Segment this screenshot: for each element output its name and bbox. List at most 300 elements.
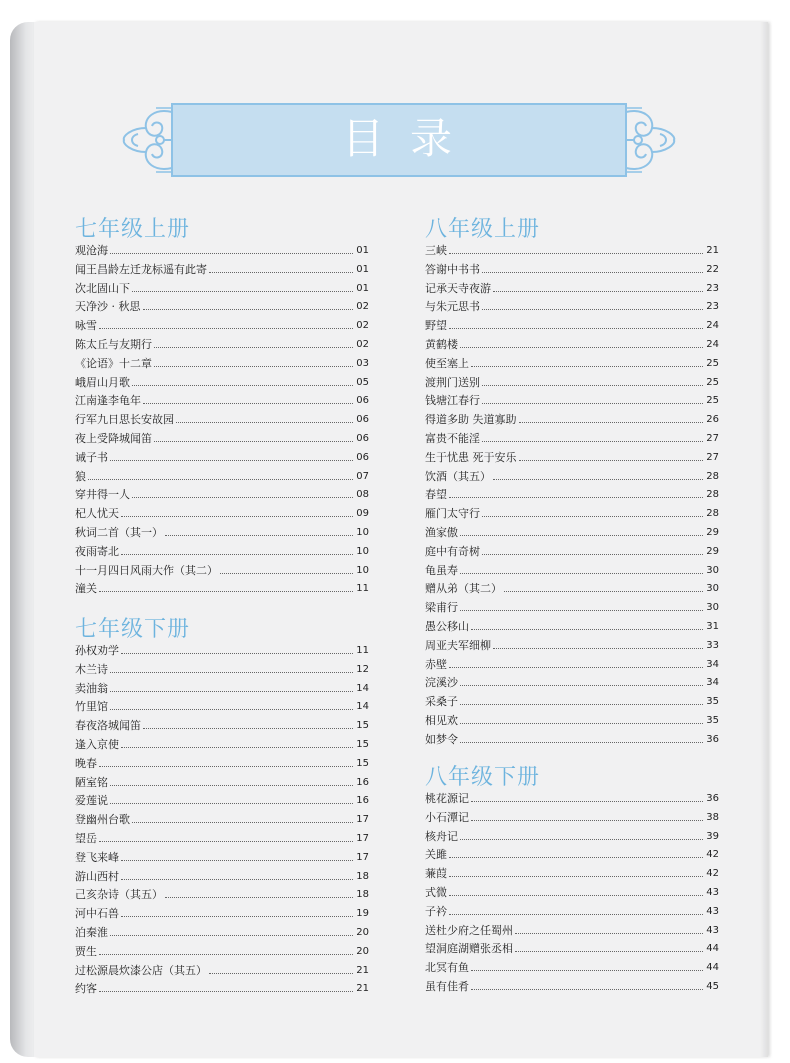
entry-page-number: 05 [356, 376, 369, 388]
dot-leader [220, 573, 353, 574]
toc-entry[interactable] [75, 923, 369, 942]
toc-entry[interactable] [425, 789, 719, 808]
entry-title: 小石潭记 [425, 810, 469, 824]
entry-page-number: 17 [356, 814, 369, 826]
entry-page-number: 10 [356, 527, 369, 538]
entry-title: 得道多助 失道寡助 [425, 413, 517, 427]
toc-entry[interactable] [75, 410, 369, 429]
dot-leader [482, 441, 703, 442]
toc-entry[interactable] [75, 429, 369, 448]
dot-leader [99, 328, 353, 329]
entry-title: 桃花源记 [425, 792, 469, 805]
entry-title: 爱莲说 [75, 794, 108, 808]
toc-entry[interactable] [425, 655, 719, 674]
dot-leader [493, 291, 703, 292]
dot-leader [165, 897, 353, 898]
toc-entry[interactable] [75, 297, 369, 316]
entry-title: 如梦令 [425, 732, 458, 746]
entry-title: 龟虽寿 [425, 563, 458, 577]
entry-page-number: 18 [356, 889, 369, 901]
toc-entry[interactable] [425, 485, 719, 504]
dot-leader [165, 535, 353, 536]
dot-leader [143, 309, 354, 310]
dot-leader [482, 403, 703, 404]
entry-title: 天净沙 · 秋思 [75, 300, 141, 314]
toc-entry[interactable] [75, 885, 369, 904]
entry-title: 夜雨寄北 [75, 544, 119, 558]
entry-title: 梁甫行 [425, 601, 458, 615]
entry-title: 晚春 [75, 756, 97, 770]
entry-page-number: 25 [706, 357, 719, 369]
entry-title: 周亚夫军细柳 [425, 638, 491, 652]
entry-page-number: 19 [356, 908, 369, 920]
entry-title: 泊秦淮 [75, 926, 108, 939]
dot-leader [132, 822, 353, 823]
entry-page-number: 11 [356, 583, 369, 595]
dot-leader [449, 895, 703, 896]
entry-title: 野望 [425, 319, 447, 333]
toc-entry[interactable] [425, 561, 719, 580]
entry-page-number: 25 [706, 395, 719, 407]
toc-entry[interactable] [425, 373, 719, 392]
dot-leader [471, 989, 703, 990]
entry-page-number: 11 [356, 645, 369, 656]
toc-entry[interactable] [425, 958, 719, 977]
entry-page-number: 01 [356, 282, 369, 294]
entry-page-number: 17 [356, 851, 369, 863]
entry-title: 次北固山下 [75, 281, 130, 295]
toc-entry[interactable] [75, 391, 369, 410]
dot-leader [460, 723, 703, 724]
dot-leader [460, 573, 703, 574]
toc-entry[interactable] [425, 542, 719, 561]
toc-entry[interactable] [425, 939, 719, 958]
entry-title: 穿井得一人 [75, 488, 130, 502]
entry-page-number: 42 [706, 868, 719, 880]
dot-leader [482, 554, 703, 555]
entry-page-number: 26 [706, 414, 719, 426]
entry-title: 渔家傲 [425, 526, 458, 539]
toc-entry[interactable] [425, 467, 719, 486]
entry-page-number: 30 [706, 583, 719, 595]
dot-leader [493, 648, 703, 649]
entry-title: 诫子书 [75, 450, 108, 464]
entry-page-number: 24 [706, 339, 719, 350]
entry-title: 富贵不能淫 [425, 432, 480, 445]
dot-leader [482, 516, 703, 517]
dot-leader [121, 860, 353, 861]
entry-title: 赠从弟（其二） [425, 582, 502, 596]
entry-page-number: 29 [706, 527, 719, 538]
entry-page-number: 39 [706, 830, 719, 842]
dot-leader [471, 801, 703, 802]
toc-entry[interactable] [425, 977, 719, 996]
toc-entry[interactable] [75, 579, 369, 598]
toc-entry[interactable] [75, 848, 369, 867]
dot-leader [121, 554, 353, 555]
dot-leader [471, 970, 703, 971]
dot-leader [515, 951, 703, 952]
dot-leader [110, 785, 353, 786]
entry-title: 河中石兽 [75, 907, 119, 921]
dot-leader [504, 591, 703, 592]
toc-entry[interactable] [425, 260, 719, 279]
entry-page-number: 43 [706, 887, 719, 898]
toc-entry[interactable] [75, 942, 369, 961]
entry-page-number: 35 [706, 715, 719, 726]
toc-entry[interactable] [75, 716, 369, 735]
entry-page-number: 22 [706, 263, 719, 275]
toc-entry[interactable] [425, 241, 719, 260]
entry-title: 己亥杂诗（其五） [75, 888, 163, 902]
dot-leader [110, 691, 353, 692]
section-heading: 八年级下册 [425, 765, 541, 790]
dot-leader [493, 479, 703, 480]
toc-entry[interactable] [75, 260, 369, 279]
entry-title: 登飞来峰 [75, 850, 119, 864]
dot-leader [110, 672, 353, 673]
dot-leader [154, 366, 353, 367]
entry-title: 峨眉山月歌 [75, 375, 130, 389]
toc-entry[interactable] [75, 773, 369, 792]
entry-page-number: 24 [706, 320, 719, 332]
toc-entry[interactable] [75, 735, 369, 754]
entry-page-number: 14 [356, 701, 369, 713]
toc-entry[interactable] [75, 791, 369, 810]
entry-page-number: 43 [706, 924, 719, 936]
entry-page-number: 10 [356, 564, 369, 576]
toc-entry[interactable] [75, 561, 369, 580]
entry-title: 约客 [75, 982, 97, 996]
toc-entry[interactable] [425, 316, 719, 335]
toc-entry[interactable] [75, 697, 369, 716]
toc-entry[interactable] [425, 883, 719, 902]
entry-title: 愚公移山 [425, 620, 469, 633]
dot-leader [460, 685, 703, 686]
toc-entry[interactable] [75, 810, 369, 829]
dot-leader [460, 347, 703, 348]
dot-leader [154, 441, 353, 442]
entry-title: 江南逢李龟年 [75, 394, 141, 408]
entry-page-number: 30 [706, 564, 719, 576]
toc-entry[interactable] [425, 335, 719, 354]
entry-title: 杞人忧天 [75, 507, 119, 521]
entry-title: 望洞庭湖赠张丞相 [425, 942, 513, 956]
dot-leader [471, 820, 703, 821]
toc-entry[interactable] [425, 391, 719, 410]
entry-page-number: 43 [706, 905, 719, 917]
dot-leader [209, 973, 353, 974]
entry-page-number: 20 [356, 945, 369, 957]
toc-entry[interactable] [425, 410, 719, 429]
entry-page-number: 03 [356, 357, 369, 369]
toc-entry[interactable] [75, 679, 369, 698]
dot-leader [460, 839, 703, 840]
dot-leader [110, 803, 353, 804]
entry-title: 登幽州台歌 [75, 813, 130, 827]
dot-leader [121, 747, 353, 748]
dot-leader [121, 653, 353, 654]
dot-leader [209, 272, 353, 273]
entry-page-number: 38 [706, 811, 719, 823]
entry-page-number: 28 [706, 489, 719, 501]
entry-page-number: 35 [706, 696, 719, 708]
toc-entry[interactable] [75, 485, 369, 504]
section-heading: 七年级上册 [75, 217, 191, 242]
dot-leader [143, 403, 353, 404]
entry-page-number: 02 [356, 301, 369, 313]
entry-title: 钱塘江春行 [425, 394, 480, 408]
entry-title: 饮酒（其五） [425, 469, 491, 483]
entry-page-number: 45 [706, 981, 719, 992]
entry-page-number: 33 [706, 639, 719, 651]
dot-leader [88, 479, 353, 480]
toc-entry[interactable] [75, 523, 369, 542]
entry-title: 三峡 [425, 244, 447, 257]
entry-page-number: 17 [356, 833, 369, 844]
entry-page-number: 12 [356, 663, 369, 675]
toc-entry[interactable] [75, 829, 369, 848]
dot-leader [99, 841, 353, 842]
toc-entry[interactable] [425, 504, 719, 523]
entry-page-number: 07 [356, 470, 369, 482]
entry-title: 采桑子 [425, 695, 458, 709]
toc-entry[interactable] [425, 827, 719, 846]
entry-title: 子衿 [425, 904, 447, 918]
toc-entry[interactable] [75, 354, 369, 373]
entry-title: 十一月四日风雨大作（其二） [75, 563, 218, 577]
entry-page-number: 06 [356, 433, 369, 444]
toc-entry[interactable] [425, 845, 719, 864]
toc-entry[interactable] [425, 864, 719, 883]
dot-leader [121, 879, 353, 880]
toc-entry[interactable] [75, 542, 369, 561]
dot-leader [99, 766, 353, 767]
entry-page-number: 21 [356, 964, 369, 976]
entry-title: 陋室铭 [75, 775, 108, 789]
entry-title: 送杜少府之任蜀州 [425, 923, 513, 937]
toc-entry[interactable] [425, 279, 719, 298]
entry-title: 关雎 [425, 848, 447, 862]
entry-title: 逢入京使 [75, 738, 119, 751]
dot-leader [460, 610, 703, 611]
entry-title: 庭中有奇树 [425, 544, 480, 558]
toc-entry[interactable] [425, 429, 719, 448]
entry-title: 贾生 [75, 944, 97, 958]
entry-page-number: 23 [706, 282, 719, 294]
toc-entry[interactable] [425, 354, 719, 373]
dot-leader [132, 291, 353, 292]
toc-entry[interactable] [75, 867, 369, 886]
toc-entry[interactable] [425, 523, 719, 542]
dot-leader [449, 876, 703, 877]
dot-leader [449, 914, 703, 915]
entry-page-number: 36 [706, 733, 719, 745]
toc-entry[interactable] [75, 316, 369, 335]
entry-title: 浣溪沙 [425, 676, 458, 690]
entry-title: 夜上受降城闻笛 [75, 432, 152, 445]
dot-leader [482, 309, 703, 310]
page-title: 目录 [341, 114, 478, 163]
entry-page-number: 06 [356, 451, 369, 463]
dot-leader [471, 629, 703, 630]
entry-title: 观沧海 [75, 244, 108, 257]
toc-entry[interactable] [425, 579, 719, 598]
entry-title: 雁门太守行 [425, 507, 480, 521]
dot-leader [449, 328, 703, 329]
dot-leader [110, 460, 353, 461]
dot-leader [176, 422, 353, 423]
toc-entry[interactable] [425, 297, 719, 316]
toc-entry[interactable] [425, 636, 719, 655]
entry-title: 蒹葭 [425, 867, 447, 881]
dot-leader [99, 991, 353, 992]
dot-leader [132, 385, 353, 386]
dot-leader [449, 497, 703, 498]
entry-page-number: 14 [356, 682, 369, 694]
dot-leader [110, 253, 353, 254]
entry-page-number: 44 [706, 943, 719, 955]
dot-leader [482, 385, 703, 386]
toc-entry[interactable] [75, 448, 369, 467]
entry-title: 望岳 [75, 832, 97, 845]
entry-page-number: 44 [706, 962, 719, 974]
toc-entry[interactable] [425, 711, 719, 730]
dot-leader [99, 954, 353, 955]
entry-page-number: 06 [356, 395, 369, 407]
entry-page-number: 16 [356, 776, 369, 788]
dot-leader [99, 591, 353, 592]
dot-leader [143, 728, 353, 729]
toc-entry[interactable] [425, 921, 719, 940]
toc-entry[interactable] [425, 730, 719, 749]
entry-title: 春夜洛城闻笛 [75, 719, 141, 733]
toc-entry[interactable] [425, 808, 719, 827]
entry-title: 过松源晨炊漆公店（其五） [75, 963, 207, 977]
entry-page-number: 23 [706, 301, 719, 313]
entry-title: 核舟记 [425, 829, 458, 843]
toc-entry[interactable] [75, 979, 369, 998]
entry-title: 潼关 [75, 582, 97, 596]
entry-title: 式微 [425, 886, 447, 899]
entry-title: 陈太丘与友期行 [75, 338, 152, 351]
entry-page-number: 20 [356, 927, 369, 938]
dot-leader [449, 253, 703, 254]
entry-title: 春望 [425, 488, 447, 502]
entry-title: 与朱元思书 [425, 300, 480, 314]
entry-title: 虽有佳肴 [425, 980, 469, 993]
section-heading: 七年级下册 [75, 617, 191, 642]
entry-page-number: 27 [706, 433, 719, 444]
entry-title: 相见欢 [425, 714, 458, 727]
entry-page-number: 10 [356, 545, 369, 557]
dot-leader [110, 935, 353, 936]
dot-leader [132, 497, 353, 498]
dot-leader [460, 535, 703, 536]
entry-title: 游山西村 [75, 869, 119, 883]
dot-leader [519, 422, 704, 423]
entry-title: 答谢中书书 [425, 262, 480, 276]
toc-entry[interactable] [425, 448, 719, 467]
entry-title: 生于忧患 死于安乐 [425, 450, 517, 464]
entry-title: 北冥有鱼 [425, 961, 469, 975]
entry-page-number: 34 [706, 677, 719, 689]
dot-leader [471, 366, 703, 367]
entry-page-number: 36 [706, 793, 719, 804]
entry-page-number: 02 [356, 320, 369, 332]
toc-entry[interactable] [75, 754, 369, 773]
dot-leader [460, 704, 703, 705]
entry-page-number: 30 [706, 602, 719, 614]
toc-entry[interactable] [75, 467, 369, 486]
entry-page-number: 28 [706, 470, 719, 482]
toc-entry[interactable] [75, 241, 369, 260]
toc-entry[interactable] [75, 904, 369, 923]
entry-page-number: 02 [356, 339, 369, 350]
dot-leader [460, 742, 703, 743]
entry-page-number: 27 [706, 451, 719, 463]
dot-leader [449, 857, 703, 858]
entry-title: 记承天寺夜游 [425, 281, 491, 295]
dot-leader [515, 933, 703, 934]
toc-entry[interactable] [75, 504, 369, 523]
toc-entry[interactable] [425, 673, 719, 692]
toc-entry[interactable] [425, 598, 719, 617]
dot-leader [482, 272, 703, 273]
toc-entry[interactable] [425, 617, 719, 636]
toc-entry[interactable] [425, 692, 719, 711]
entry-title: 秋词二首（其一） [75, 526, 163, 539]
entry-page-number: 01 [356, 263, 369, 275]
dot-leader [121, 916, 353, 917]
toc-entry[interactable] [75, 373, 369, 392]
entry-title: 闻王昌龄左迁龙标遥有此寄 [75, 262, 207, 276]
entry-title: 木兰诗 [75, 662, 108, 676]
entry-page-number: 09 [356, 508, 369, 520]
toc-entry[interactable] [425, 902, 719, 921]
entry-title: 竹里馆 [75, 700, 108, 714]
entry-page-number: 08 [356, 489, 369, 501]
entry-title: 赤壁 [425, 657, 447, 671]
toc-entry[interactable] [75, 641, 369, 660]
entry-title: 渡荆门送别 [425, 375, 480, 389]
toc-entry[interactable] [75, 335, 369, 354]
entry-title: 使至塞上 [425, 356, 469, 370]
entry-page-number: 28 [706, 508, 719, 520]
entry-page-number: 29 [706, 545, 719, 557]
entry-title: 黄鹤楼 [425, 338, 458, 351]
entry-page-number: 21 [706, 245, 719, 256]
toc-entry[interactable] [75, 961, 369, 980]
entry-page-number: 21 [356, 983, 369, 995]
entry-page-number: 25 [706, 376, 719, 388]
toc-entry[interactable] [75, 279, 369, 298]
entry-title: 行军九日思长安故园 [75, 413, 174, 427]
entry-page-number: 31 [706, 621, 719, 632]
entry-page-number: 06 [356, 414, 369, 426]
entry-page-number: 15 [356, 720, 369, 732]
entry-page-number: 16 [356, 795, 369, 807]
entry-title: 孙权劝学 [75, 644, 119, 657]
dot-leader [449, 667, 703, 668]
toc-entry[interactable] [75, 660, 369, 679]
entry-title: 卖油翁 [75, 681, 108, 695]
entry-page-number: 15 [356, 757, 369, 769]
dot-leader [110, 709, 353, 710]
dot-leader [154, 347, 353, 348]
entry-page-number: 42 [706, 849, 719, 861]
entry-title: 咏雪 [75, 319, 97, 333]
